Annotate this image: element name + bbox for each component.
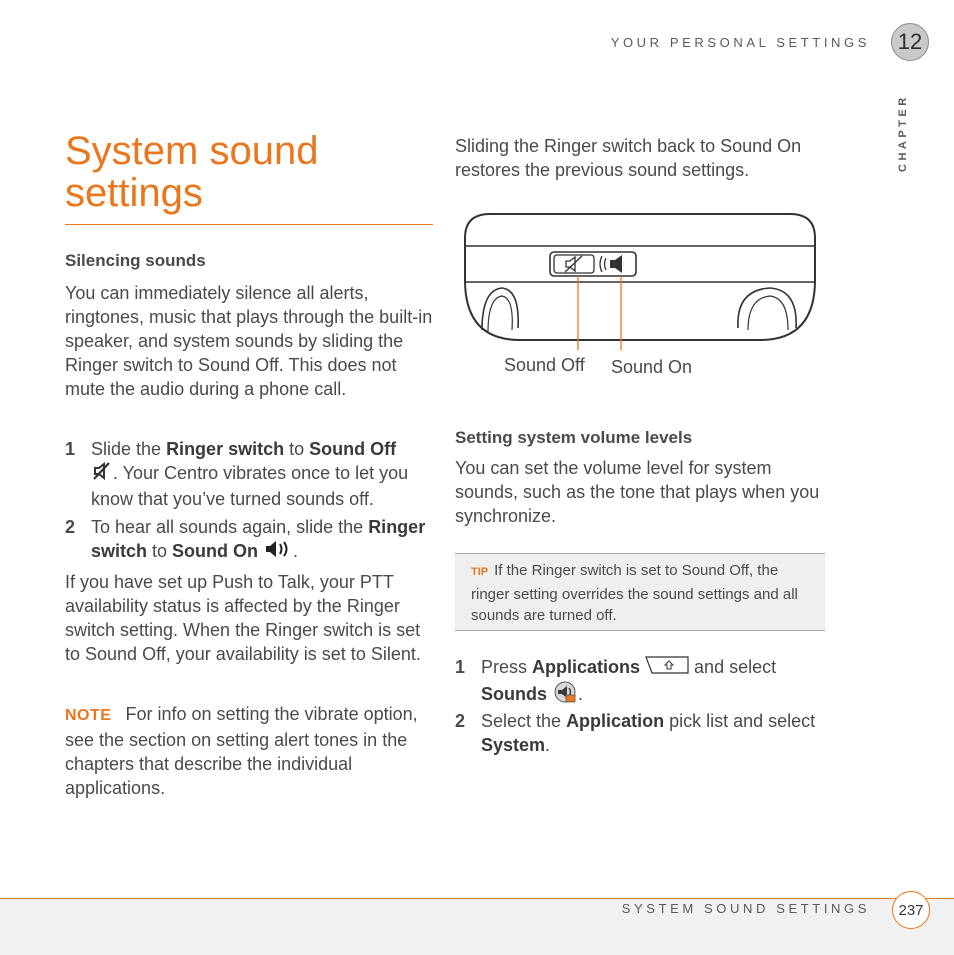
sound-off-term: Sound Off (309, 439, 397, 459)
chapter-number: 12 (897, 29, 923, 54)
silencing-heading: Silencing sounds (65, 251, 206, 270)
header-section-title: YOUR PERSONAL SETTINGS (610, 35, 870, 50)
step-text: to (147, 541, 173, 561)
step-number: 1 (455, 657, 466, 677)
chapter-number-badge (891, 23, 929, 61)
sound-off-icon (91, 461, 113, 487)
sound-on-icon (263, 539, 293, 565)
ringer-switch-term: Ringer switch (166, 439, 285, 459)
step-number: 2 (455, 711, 466, 731)
step-text: . (578, 684, 584, 704)
tip-text: If the Ringer switch is set to Sound Off, the ringer setting overrides the sound settings and all sounds are turned off. (471, 562, 798, 624)
device-illustration (460, 210, 820, 350)
sound-on-term: Sound On (172, 541, 259, 561)
application-term: Application (566, 711, 665, 731)
step-text: . (293, 541, 299, 561)
step-text: Press (481, 657, 533, 677)
silencing-paragraph: You can immediately silence all alerts, ringtones, music that plays through the built-in speaker, and system sounds by sliding the Ringer switch to Sound Off. This does not mute the audio during a phone call. (65, 283, 433, 399)
step-text: To hear all sounds again, slide the (91, 517, 369, 537)
sounds-app-icon (552, 680, 578, 710)
step-text: to (284, 439, 310, 459)
note-block (65, 702, 435, 800)
volume-paragraph: You can set the volume level for system sounds, such as the tone that plays when you synchronize. (455, 458, 820, 526)
chapter-label: CHAPTER (897, 94, 909, 172)
applications-key-icon (645, 656, 689, 680)
step-number: 2 (65, 517, 76, 537)
left-step-1 (65, 437, 435, 511)
ringer-switch-figure (460, 210, 820, 385)
step-text: Select the (481, 711, 567, 731)
volume-heading: Setting system volume levels (455, 428, 693, 447)
ptt-paragraph: If you have set up Push to Talk, your PTT availability status is affected by the Ringer switch setting. When the Ringer switch is set to Sound Off, your availability is set to Silent. (65, 572, 421, 664)
right-step-2 (455, 709, 825, 757)
footer-section-title: SYSTEM SOUND SETTINGS (621, 901, 870, 916)
title-divider (65, 224, 433, 225)
note-text: For info on setting the vibrate option, see the section on setting alert tones in the chapters that describe the individual applications. (65, 704, 418, 798)
page-number-badge (892, 891, 930, 929)
step-text: . Your Centro vibrates once to let you know that you’ve turned sounds off. (91, 463, 409, 510)
page-number: 237 (898, 901, 924, 919)
restore-paragraph: Sliding the Ringer switch back to Sound On restores the previous sound settings. (455, 136, 802, 180)
tip-label: TIP (471, 566, 489, 578)
right-step-1 (455, 655, 825, 710)
step-text: pick list and select (664, 711, 816, 731)
ringer-switch-term: Ringer switch (91, 517, 426, 561)
step-text: Slide the (91, 439, 167, 459)
note-label: NOTE (65, 707, 112, 724)
step-text: and select (689, 657, 777, 677)
figure-label-sound-off: Sound Off (504, 355, 585, 375)
left-step-2 (65, 515, 435, 565)
tip-box (455, 553, 825, 631)
applications-term: Applications (532, 657, 641, 677)
step-text: . (545, 735, 551, 755)
step-number: 1 (65, 439, 76, 459)
sounds-term: Sounds (481, 684, 547, 704)
figure-label-sound-on: Sound On (611, 357, 693, 377)
page-title: System sound settings (65, 129, 319, 215)
system-term: System (481, 735, 546, 755)
